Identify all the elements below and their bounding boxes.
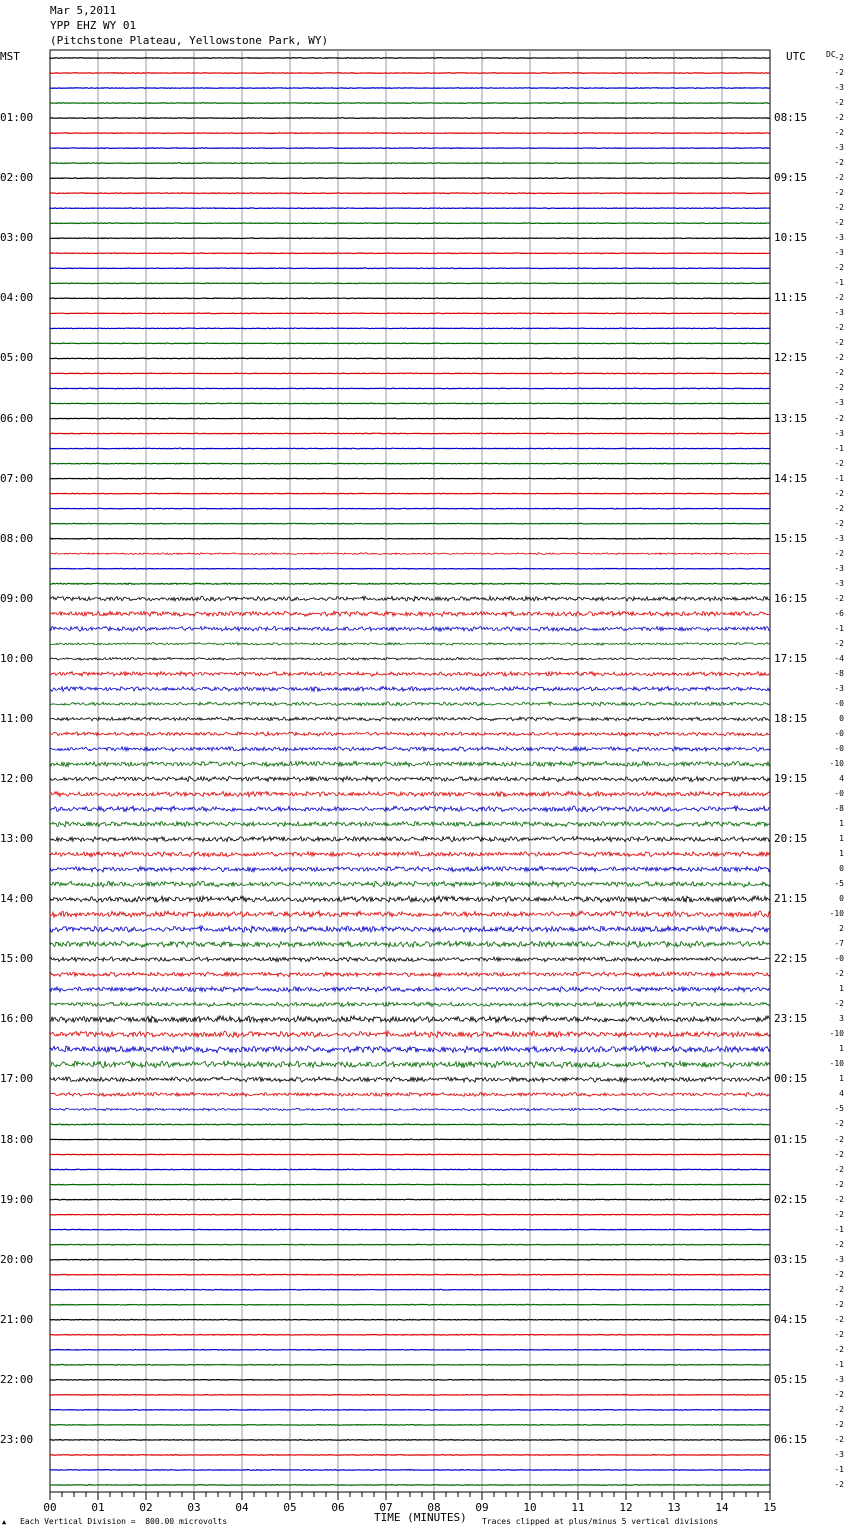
trace-line (50, 1139, 770, 1140)
dc-offset-label: -3 (834, 308, 844, 318)
dc-offset-label: -2 (834, 1149, 844, 1159)
trace-line (50, 1244, 770, 1245)
trace-line (50, 987, 770, 992)
trace-line (50, 761, 770, 766)
dc-offset-label: -2 (834, 1434, 844, 1444)
dc-offset-label: -6 (834, 608, 844, 618)
trace-line (50, 433, 770, 434)
trace-line (50, 866, 770, 871)
trace-line (50, 1154, 770, 1155)
utc-timezone-label: UTC (786, 50, 806, 63)
dc-offset-label: -3 (834, 428, 844, 438)
x-tick-label: 08 (427, 1501, 441, 1514)
utc-hour-label: 05:15 (774, 1372, 808, 1386)
dc-offset-label: -2 (834, 1314, 844, 1324)
x-tick-label: 01 (91, 1501, 105, 1514)
dc-offset-label: -2 (834, 1239, 844, 1249)
dc-offset-label: -2 (834, 98, 844, 108)
trace-line (50, 836, 770, 841)
x-axis-title: TIME (MINUTES) (374, 1511, 467, 1524)
trace-line (50, 881, 770, 887)
x-tick-label: 12 (619, 1501, 633, 1514)
trace-line (50, 626, 770, 631)
mst-hour-label: 21:00 (0, 1312, 34, 1326)
dc-offset-label: -2 (834, 1284, 844, 1294)
dc-offset-label: 0 (839, 894, 844, 904)
trace-line (50, 686, 770, 691)
dc-offset-label: -1 (834, 1359, 844, 1369)
utc-hour-label: 14:15 (774, 471, 808, 485)
utc-hour-label: 17:15 (774, 651, 808, 665)
x-tick-label: 09 (475, 1501, 489, 1514)
dc-offset-label: -2 (834, 368, 844, 378)
dc-offset-label: 0 (839, 713, 844, 723)
trace-line (50, 178, 770, 179)
dc-offset-label: -2 (834, 1419, 844, 1429)
dc-offset-label: -3 (834, 533, 844, 543)
dc-offset-label: -8 (834, 668, 844, 678)
dc-offset-label: -1 (834, 1224, 844, 1234)
dc-offset-label: 1 (839, 1044, 844, 1054)
dc-offset-label: -2 (834, 1329, 844, 1339)
trace-line (50, 403, 770, 404)
trace-line (50, 911, 770, 917)
dc-offset-label: -3 (834, 233, 844, 243)
plot-date: Mar 5,2011 (50, 4, 117, 17)
trace-line (50, 1184, 770, 1185)
x-tick-label: 00 (43, 1501, 57, 1514)
trace-line (50, 163, 770, 164)
trace-line (50, 1364, 770, 1365)
mst-hour-label: 08:00 (0, 531, 34, 545)
dc-offset-label: -2 (834, 188, 844, 198)
corner-mark: ▲ (2, 1518, 7, 1526)
x-tick-label: 05 (283, 1501, 297, 1514)
utc-hour-label: 15:15 (774, 531, 808, 545)
dc-offset-label: 1 (839, 849, 844, 859)
mst-hour-label: 02:00 (0, 171, 34, 185)
dc-offset-label: -2 (834, 1479, 844, 1489)
trace-line (50, 1349, 770, 1350)
trace-line (50, 1092, 770, 1096)
x-tick-label: 04 (235, 1501, 249, 1514)
trace-line (50, 776, 770, 781)
trace-line (50, 538, 770, 539)
utc-hour-label: 16:15 (774, 591, 808, 605)
mst-hour-label: 15:00 (0, 952, 34, 966)
trace-line (50, 73, 770, 74)
trace-line (50, 268, 770, 269)
dc-offset-label: -2 (834, 1404, 844, 1414)
dc-offset-label: -1 (834, 1464, 844, 1474)
dc-offset-label: -7 (834, 939, 844, 949)
dc-offset-label: -2 (834, 113, 844, 123)
dc-offset-label: -2 (834, 593, 844, 603)
trace-line (50, 672, 770, 677)
trace-line (50, 358, 770, 359)
mst-hour-label: 06:00 (0, 411, 34, 425)
trace-line (50, 852, 770, 857)
trace-line (50, 1031, 770, 1038)
trace-line (50, 1440, 770, 1441)
dc-offset-label: -0 (834, 728, 844, 738)
mst-hour-label: 07:00 (0, 471, 34, 485)
trace-line (50, 88, 770, 89)
x-tick-label: 06 (331, 1501, 345, 1514)
mst-hour-label: 14:00 (0, 892, 34, 906)
trace-line (50, 508, 770, 509)
dc-offset-label: -2 (834, 1194, 844, 1204)
dc-offset-label: -2 (834, 353, 844, 363)
station-code: YPP EHZ WY 01 (50, 19, 137, 32)
dc-offset-label: -2 (834, 53, 844, 62)
dc-offset-label: -2 (834, 1209, 844, 1219)
mst-hour-label: 20:00 (0, 1252, 34, 1266)
dc-offset-label: 2 (839, 924, 844, 934)
trace-line (50, 1379, 770, 1380)
trace-line (50, 1274, 770, 1275)
trace-line (50, 1259, 770, 1260)
dc-offset-label: -3 (834, 248, 844, 258)
trace-line (50, 493, 770, 494)
trace-line (50, 1124, 770, 1125)
trace-line (50, 1061, 770, 1068)
dc-offset-label: -2 (834, 1179, 844, 1189)
x-tick-label: 14 (715, 1501, 729, 1514)
mst-hour-label: 04:00 (0, 291, 34, 305)
trace-line (50, 926, 770, 933)
trace-line (50, 1046, 770, 1053)
dc-offset-label: -2 (834, 293, 844, 303)
utc-hour-label: 23:15 (774, 1012, 808, 1026)
x-tick-label: 03 (187, 1501, 201, 1514)
dc-offset-label: -3 (834, 83, 844, 93)
trace-line (50, 328, 770, 329)
dc-offset-label: -3 (834, 1449, 844, 1459)
trace-line (50, 1229, 770, 1230)
trace-line (50, 643, 770, 646)
trace-line (50, 1077, 770, 1082)
trace-line (50, 208, 770, 209)
trace-line (50, 238, 770, 239)
dc-offset-label: -2 (834, 999, 844, 1009)
x-tick-label: 13 (667, 1501, 681, 1514)
x-tick-label: 02 (139, 1501, 153, 1514)
dc-offset-label: -2 (834, 1164, 844, 1174)
mst-hour-label: 18:00 (0, 1132, 34, 1146)
trace-line (50, 702, 770, 706)
dc-offset-label: -2 (834, 548, 844, 558)
dc-offset-label: -2 (834, 263, 844, 273)
dc-offset-label: -3 (834, 578, 844, 588)
dc-offset-label: -2 (834, 173, 844, 183)
dc-offset-label: -1 (834, 278, 844, 288)
dc-offset-label: -4 (834, 653, 844, 663)
utc-hour-label: 20:15 (774, 832, 808, 846)
trace-line (50, 133, 770, 134)
mst-hour-label: 01:00 (0, 111, 34, 125)
mst-hour-label: 13:00 (0, 832, 34, 846)
dc-offset-label: -2 (834, 68, 844, 78)
plot-frame (50, 50, 770, 1492)
dc-offset-label: -10 (829, 909, 844, 919)
dc-offset-label: -2 (834, 218, 844, 228)
utc-hour-label: 11:15 (774, 291, 808, 305)
dc-offset-label: -2 (834, 458, 844, 468)
mst-hour-label: 03:00 (0, 231, 34, 245)
utc-hour-label: 04:15 (774, 1312, 808, 1326)
dc-offset-label: -0 (834, 743, 844, 753)
trace-line (50, 1319, 770, 1320)
trace-line (50, 1409, 770, 1410)
trace-line (50, 1470, 770, 1471)
trace-line (50, 806, 770, 812)
dc-offset-label: -2 (834, 128, 844, 138)
trace-line (50, 1214, 770, 1215)
utc-hour-label: 13:15 (774, 411, 808, 425)
trace-line (50, 1289, 770, 1290)
dc-offset-label: -2 (834, 323, 844, 333)
dc-offset-label: -2 (834, 488, 844, 498)
trace-line (50, 747, 770, 752)
trace-line (50, 283, 770, 284)
mst-hour-label: 19:00 (0, 1192, 34, 1206)
x-tick-label: 10 (523, 1501, 537, 1514)
dc-offset-label: -2 (834, 638, 844, 648)
dc-offset-label: -10 (829, 1029, 844, 1039)
trace-line (50, 298, 770, 299)
dc-offset-label: -3 (834, 563, 844, 573)
dc-offset-label: -3 (834, 1374, 844, 1384)
trace-line (50, 1425, 770, 1426)
trace-line (50, 1334, 770, 1335)
dc-offset-label: -2 (834, 503, 844, 513)
dc-offset-label: -2 (834, 338, 844, 348)
mst-hour-label: 05:00 (0, 351, 34, 365)
x-tick-label: 07 (379, 1501, 393, 1514)
dc-offset-label: -2 (834, 1119, 844, 1129)
clip-note: Traces clipped at plus/minus 5 vertical divisions (482, 1517, 719, 1526)
dc-offset-label: 3 (839, 1014, 844, 1024)
dc-offset-label: -10 (829, 758, 844, 768)
trace-line (50, 821, 770, 826)
dc-column-header: DC (826, 50, 836, 59)
trace-line (50, 1485, 770, 1486)
utc-hour-label: 02:15 (774, 1192, 808, 1206)
dc-offset-label: 4 (839, 1089, 844, 1099)
trace-line (50, 523, 770, 524)
trace-line (50, 972, 770, 977)
x-tick-label: 15 (763, 1501, 777, 1514)
mst-hour-label: 23:00 (0, 1432, 34, 1446)
utc-hour-label: 22:15 (774, 952, 808, 966)
dc-offset-label: 1 (839, 834, 844, 844)
dc-offset-label: -3 (834, 1254, 844, 1264)
trace-line (50, 1169, 770, 1170)
trace-line (50, 193, 770, 194)
dc-offset-label: -3 (834, 683, 844, 693)
mst-hour-label: 22:00 (0, 1372, 34, 1386)
dc-offset-label: -2 (834, 383, 844, 393)
mst-hour-label: 12:00 (0, 772, 34, 785)
utc-hour-label: 19:15 (774, 772, 808, 785)
utc-hour-label: 18:15 (774, 711, 808, 725)
utc-hour-label: 01:15 (774, 1132, 808, 1146)
trace-line (50, 791, 770, 796)
trace-line (50, 596, 770, 601)
utc-hour-label: 10:15 (774, 231, 808, 245)
dc-offset-label: -2 (834, 1299, 844, 1309)
x-tick-label: 11 (571, 1501, 585, 1514)
trace-line (50, 463, 770, 464)
trace-line (50, 957, 770, 962)
trace-line (50, 418, 770, 419)
trace-line (50, 1199, 770, 1200)
trace-line (50, 1016, 770, 1023)
utc-hour-label: 21:15 (774, 892, 808, 906)
trace-line (50, 717, 770, 721)
dc-offset-label: -1 (834, 623, 844, 633)
dc-offset-label: -2 (834, 1269, 844, 1279)
utc-hour-label: 06:15 (774, 1432, 808, 1446)
dc-offset-label: -2 (834, 1389, 844, 1399)
dc-offset-label: -2 (834, 158, 844, 168)
dc-offset-label: -0 (834, 789, 844, 799)
dc-offset-label: -2 (834, 969, 844, 979)
dc-offset-label: -2 (834, 1344, 844, 1354)
mst-hour-label: 10:00 (0, 651, 34, 665)
trace-line (50, 343, 770, 344)
dc-offset-label: -3 (834, 398, 844, 408)
dc-offset-label: 1 (839, 819, 844, 829)
dc-offset-label: -3 (834, 143, 844, 153)
dc-offset-label: 1 (839, 1074, 844, 1084)
trace-line (50, 896, 770, 903)
trace-line (50, 941, 770, 947)
trace-line (50, 448, 770, 449)
dc-offset-label: -10 (829, 1059, 844, 1069)
mst-hour-label: 17:00 (0, 1072, 34, 1086)
dc-offset-label: -8 (834, 804, 844, 814)
trace-line (50, 313, 770, 314)
utc-hour-label: 03:15 (774, 1252, 808, 1266)
trace-line (50, 478, 770, 479)
mst-hour-label: 16:00 (0, 1012, 34, 1026)
dc-offset-label: -5 (834, 879, 844, 889)
trace-line (50, 553, 770, 555)
dc-offset-label: -0 (834, 698, 844, 708)
trace-line (50, 58, 770, 59)
station-location: (Pitchstone Plateau, Yellowstone Park, WY) (50, 34, 329, 47)
dc-offset-label: 4 (839, 774, 844, 783)
dc-offset-label: -1 (834, 443, 844, 453)
vertical-scale-note: Each Vertical Division = 800.00 microvolts (20, 1517, 228, 1526)
dc-offset-label: -2 (834, 203, 844, 213)
dc-offset-label: -2 (834, 1134, 844, 1144)
trace-line (50, 223, 770, 224)
trace-line (50, 373, 770, 374)
dc-offset-label: -2 (834, 413, 844, 423)
dc-offset-label: -2 (834, 518, 844, 528)
dc-offset-label: 1 (839, 984, 844, 994)
trace-line (50, 658, 770, 661)
trace-line (50, 1108, 770, 1111)
trace-line (50, 583, 770, 584)
trace-line (50, 732, 770, 736)
trace-line (50, 253, 770, 254)
trace-line (50, 1002, 770, 1007)
dc-offset-label: -5 (834, 1104, 844, 1114)
dc-offset-label: -0 (834, 954, 844, 964)
trace-line (50, 148, 770, 149)
utc-hour-label: 12:15 (774, 351, 808, 365)
trace-line (50, 103, 770, 104)
mst-timezone-label: MST (0, 50, 20, 63)
utc-hour-label: 09:15 (774, 171, 808, 185)
dc-offset-label: 0 (839, 864, 844, 874)
trace-line (50, 568, 770, 569)
trace-line (50, 388, 770, 389)
trace-line (50, 118, 770, 119)
dc-offset-label: -1 (834, 473, 844, 483)
mst-hour-label: 09:00 (0, 591, 34, 605)
trace-line (50, 611, 770, 616)
utc-hour-label: 08:15 (774, 111, 808, 125)
trace-line (50, 1304, 770, 1305)
mst-hour-label: 11:00 (0, 711, 34, 725)
trace-line (50, 1394, 770, 1395)
trace-line (50, 1455, 770, 1456)
utc-hour-label: 00:15 (774, 1072, 808, 1086)
